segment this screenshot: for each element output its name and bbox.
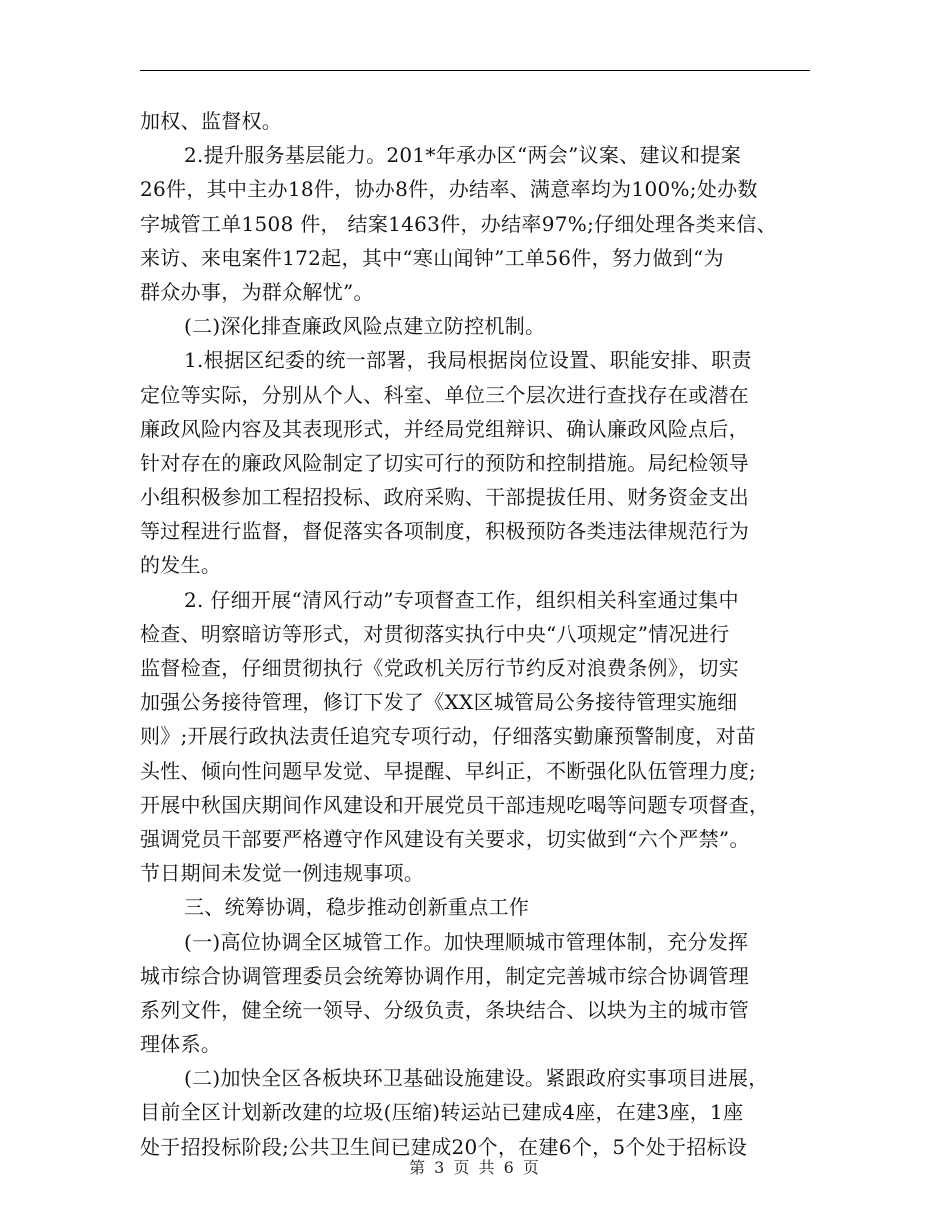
text-line: 小组积极参加工程招投标、政府采购、干部提拔任用、财务资金支出 [140,485,749,510]
page-footer: 第 3 页 共 6 页 [409,1158,541,1177]
text-line: 强调党员干部要严格遵守作风建设有关要求，切实做到“六个严禁”。 [140,826,750,851]
text-line: 字城管工单1508 件， 结案1463件，办结率97%;仔细处理各类来信、 [140,211,777,236]
body-text [140,104,810,1164]
text-line: 廉政风险内容及其表现形式，并经局党组辩识、确认廉政风险点后， [140,416,749,441]
text-line: 开展中秋国庆期间作风建设和开展党员干部违规吃喝等问题专项督查， [140,792,770,817]
text-line: 系列文件，健全统一领导、分级负责，条块结合、以块为主的城市管 [140,997,749,1022]
text-line: 的发生。 [140,553,222,578]
text-line: (一)高位协调全区城管工作。加快理顺城市管理体制，充分发挥 [184,929,749,954]
section-heading: (二)深化排查廉政风险点建立防控机制。 [184,314,546,339]
text-line: 则》;开展行政执法责任追究专项行动，仔细落实勤廉预警制度，对苗 [140,724,757,749]
text-line: 监督检查，仔细贯彻执行《党政机关厉行节约反对浪费条例》，切实 [140,656,739,680]
text-line: 城市综合协调管理委员会统筹协调作用，制定完善城市综合协调管理 [140,963,749,988]
text-line: 2.提升服务基层能力。201*年承办区“两会”议案、建议和提案 [184,143,742,168]
text-line: (二)加快全区各板块环卫基础设施建设。紧跟政府实事项目进展， [184,1066,769,1091]
text-line: 加权、监督权。 [140,109,283,133]
header-rule [140,70,810,71]
text-line: 2. 仔细开展“清风行动”专项督查工作，组织相关科室通过集中 [184,587,739,612]
text-line: 群众办事，为群众解忧”。 [140,279,374,304]
text-line: 1.根据区纪委的统一部署，我局根据岗位设置、职能安排、职责 [184,348,752,373]
section-heading: 三、统筹协调，稳步推动创新重点工作 [184,895,530,920]
text-line: 目前全区计划新改建的垃圾(压缩)转运站已建成4座，在建3座，1座 [140,1100,744,1125]
text-line: 来访、来电案件172起，其中“寒山闻钟”工单56件，努力做到“为 [140,245,724,270]
text-line: 头性、倾向性问题早发觉、早提醒、早纠正，不断强化队伍管理力度; [140,758,757,783]
text-line: 加强公务接待管理，修订下发了《XX区城管局公务接待管理实施细 [140,690,738,715]
text-line: 理体系。 [140,1032,222,1057]
text-line: 定位等实际，分别从个人、科室、单位三个层次进行查找存在或潜在 [140,382,749,407]
text-line: 针对存在的廉政风险制定了切实可行的预防和控制措施。局纪检领导 [140,450,749,475]
text-line: 26件，其中主办18件，协办8件，办结率、满意率均为100%;处办数 [140,177,758,202]
text-line: 节日期间未发觉一例违规事项。 [140,861,425,886]
text-line: 检查、明察暗访等形式，对贯彻落实执行中央“八项规定”情况进行 [140,621,730,646]
text-line: 等过程进行监督，督促落实各项制度，积极预防各类违法律规范行为 [140,519,749,544]
text-line: 处于招投标阶段;公共卫生间已建成20个，在建6个，5个处于招标设 [140,1134,748,1159]
